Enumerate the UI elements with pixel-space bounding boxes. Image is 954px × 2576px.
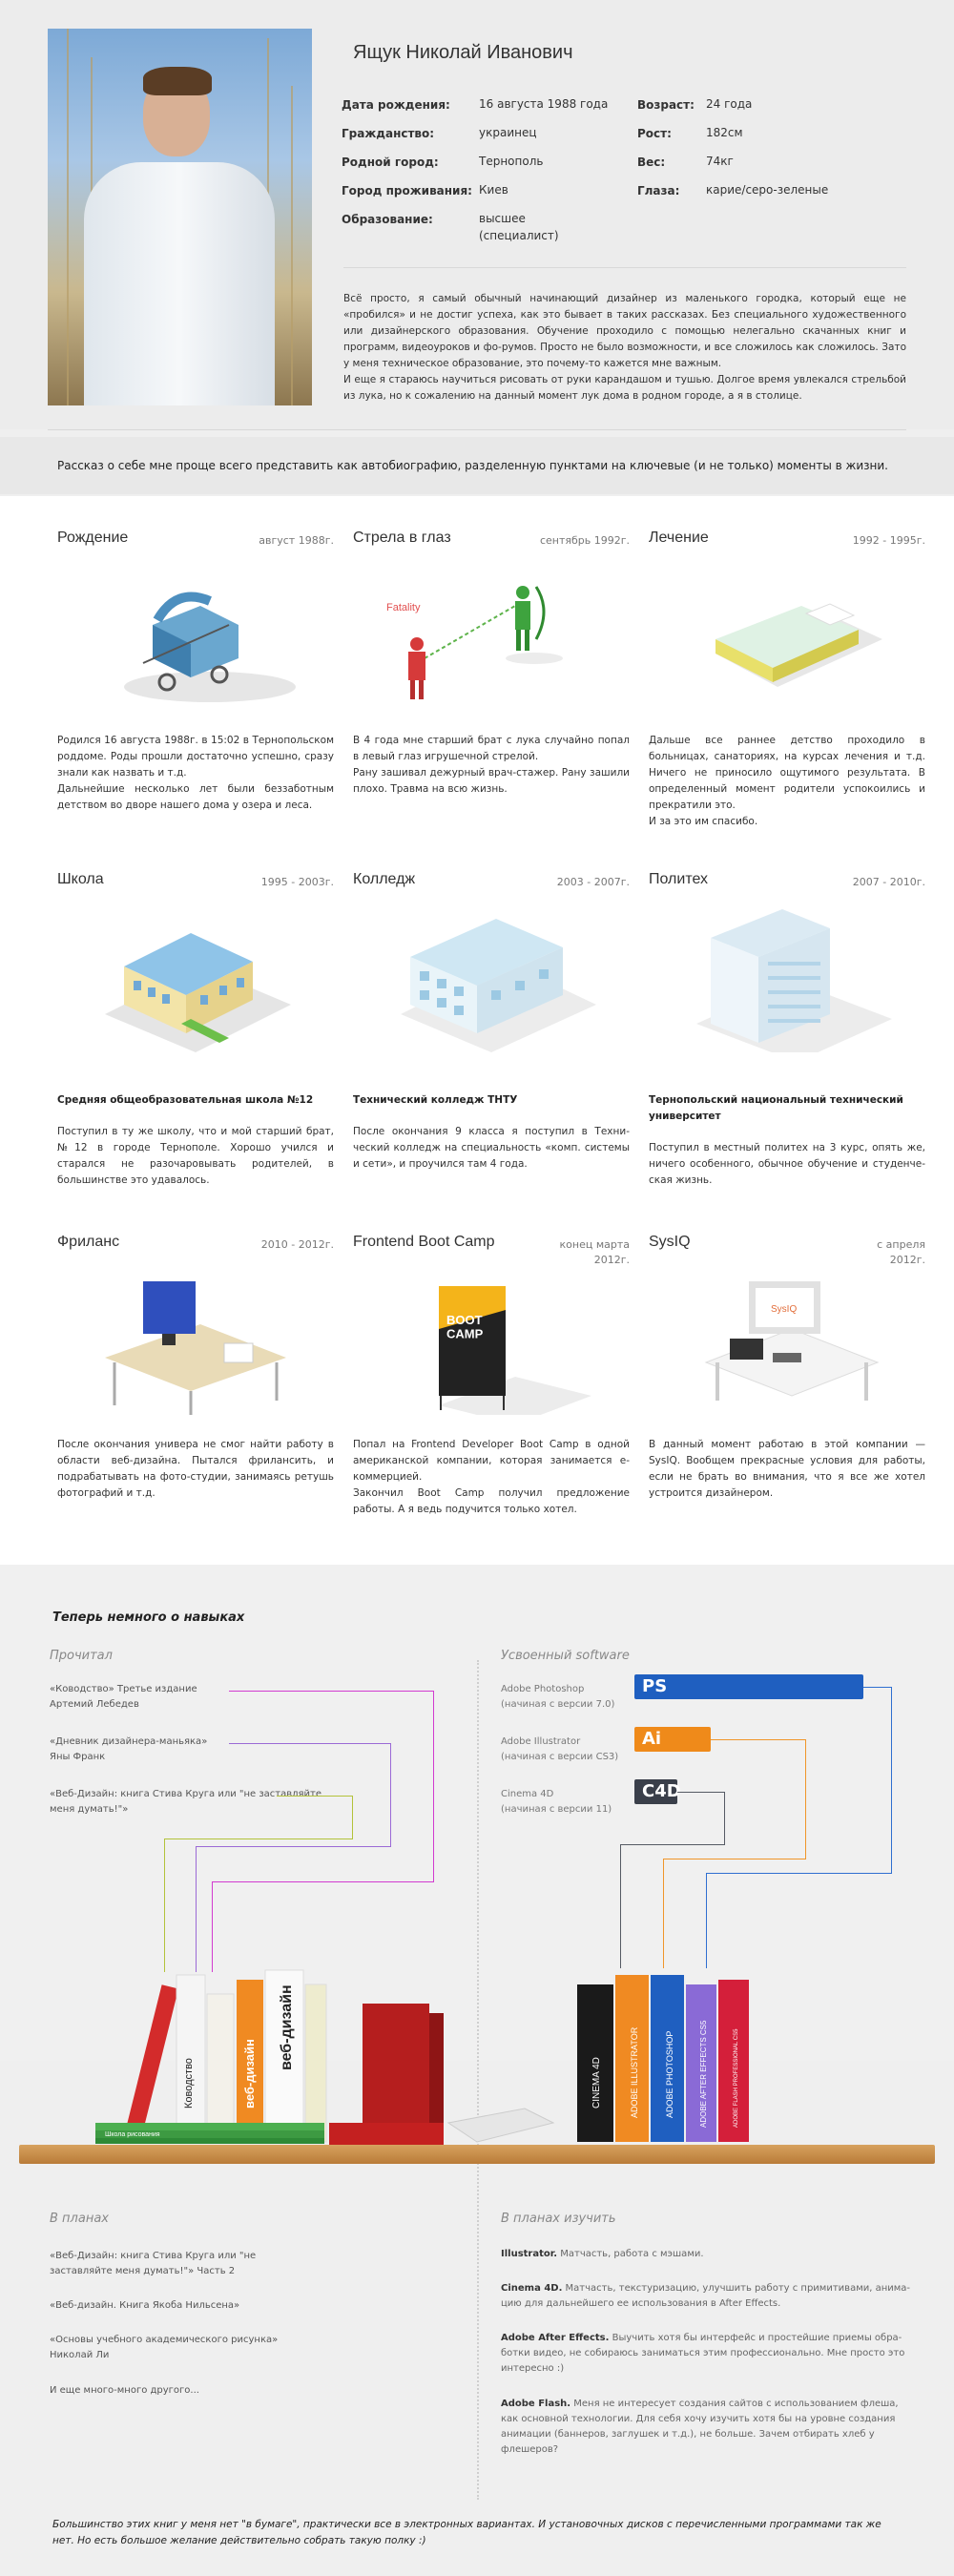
- connector-line: [196, 1846, 391, 1847]
- event-freelance: [57, 1234, 334, 1539]
- event-sysiq: [649, 1234, 925, 1539]
- photoshop-badge: PS: [634, 1674, 863, 1699]
- event-text: В 4 года мне старший брат с лука случайно попал в левый глаз игрушечной стрелой. Рану зашивал дежурный врач-стажер. Рану зашили плохо. Травма на всю жизнь.: [353, 735, 630, 795]
- divider: [343, 267, 906, 268]
- event-date: 2007 - 2010г.: [852, 876, 925, 888]
- learn-item-text: Выучить хотя бы интерфейс и простейшие приемы обра-ботки видео, не собираюсь заниматься этим профессионально. Мне просто это интересно :): [501, 2333, 905, 2374]
- event-text: Родился 16 августа 1988г. в 15:02 в Тернопольском роддоме. Роды прошли достаточно успешно, сразу знали как назвать и т.д. Дальнейшие несколько лет были беззаботным детством во дворе нашего дома у озера и леса.: [57, 735, 334, 811]
- box-spine: ADOBE FLASH PROFESSIONAL CS5: [734, 2028, 739, 2128]
- event-text: Дальше все раннее детство проходило в больницах, санаториях, на курсах лечения и т.д. Ничего не приносило ощутимого результата. В определенный момент родители успокоились и прекратили это. И за это им спасибо.: [649, 735, 925, 827]
- event-title: Колледж: [353, 871, 416, 887]
- cinema4d-badge: C4D: [634, 1779, 677, 1804]
- event-date: с апреля 2012г.: [877, 1238, 925, 1266]
- event-title: Frontend Boot Camp: [353, 1234, 495, 1250]
- software-note: (начиная с версии CS3): [501, 1752, 619, 1762]
- software-name: Cinema 4D: [501, 1789, 554, 1799]
- plan-item: «Основы учебного академического рисунка» Николай Ли: [50, 2335, 279, 2360]
- university-illustration: [677, 909, 897, 1052]
- eyes-label: Глаза:: [637, 184, 680, 197]
- event-text: Попал на Frontend Developer Boot Camp в одной американской компании, которая занимается е-коммерцией. Закончил Boot Camp получил предложение работы. А я ведь подучится только хотел.: [353, 1439, 630, 1515]
- citizenship-value: украинец: [479, 126, 537, 139]
- event-title: Стрела в глаз: [353, 530, 451, 546]
- about-text: Всё просто, я самый обычный начинающий дизайнер из маленького городка, который еще не «пробился» и не достиг успеха, как это бывает в таких рассказах. Без специального художественного или дизайнерского образования. Обучение проходило с помощью нелегально скачанных книг и программ, видеоуроков и фо-румов. Просто не было возможности, и все сложилось как сложилось. Зато у меня техническое образование, это почему-то кажется мне важным. И еще я стараюсь научиться рисовать от руки карандашом и тушью. Долгое время увлекался стрельбой из лука, но к сожалению на данный момент лук дома в родном городе, а я в столице.: [343, 293, 906, 402]
- learn-item: [501, 2331, 911, 2377]
- software-note: (начиная с версии 7.0): [501, 1699, 615, 1710]
- event-date: конец марта 2012г.: [559, 1238, 630, 1266]
- citizenship-label: Гражданство:: [342, 127, 435, 140]
- weight-value: 74кг: [706, 155, 734, 168]
- event-date: 1995 - 2003г.: [260, 876, 334, 888]
- hometown-value: Тернополь: [479, 155, 544, 168]
- hometown-label: Родной город:: [342, 156, 439, 169]
- learn-item-text: Меня не интересует создания сайтов с использованием флеша, как основной технологии. Для себя хочу изучить хотя бы на уровне создания анимации (баннеров, заглушек и т.д.), не больше. Зачем отбирать хлеб у флешеров?: [501, 2399, 899, 2455]
- event-text: В данный момент работаю в этой компании — SysIQ. Вообщем прекрасные условия для работы, если не брать во внимания, что я все же хотел устроится дизайнером.: [649, 1439, 925, 1499]
- event-school: [57, 871, 334, 1195]
- connector-line: [164, 1839, 165, 1972]
- event-subtitle: Средняя общеобразовательная школа №12: [57, 1094, 314, 1106]
- connector-line: [620, 1844, 725, 1845]
- event-subtitle: Тернопольский национальный технический университет: [649, 1094, 903, 1122]
- learn-item-text: Матчасть, работа с мэшами.: [557, 2249, 704, 2259]
- connector-line: [663, 1859, 664, 1968]
- event-date: август 1988г.: [259, 534, 334, 547]
- event-title: Политех: [649, 871, 709, 887]
- event-date: сентябрь 1992г.: [539, 534, 630, 547]
- learn-item-name: Adobe After Effects.: [501, 2333, 610, 2343]
- software-note: (начиная с версии 11): [501, 1804, 612, 1815]
- height-value: 182см: [706, 126, 743, 139]
- profile-photo: [48, 29, 312, 405]
- software-name: Adobe Illustrator: [501, 1736, 581, 1747]
- event-date: 1992 - 1995г.: [852, 534, 925, 547]
- college-illustration: [382, 909, 601, 1052]
- school-illustration: [86, 909, 305, 1052]
- event-text: Поступил в ту же школу, что и мой старший брат, №12 в городе Тернополе. Хорошо учился и старался не разочаровывать родителей, в большинстве это удавалось.: [57, 1126, 334, 1186]
- education-value: высшее (специалист): [479, 212, 559, 242]
- learn-heading: В планах изучить: [501, 2212, 616, 2226]
- book-item: «Дневник дизайнера-маньяка» Яны Франк: [50, 1736, 208, 1762]
- book-spine: веб-дизайн: [279, 1984, 295, 2070]
- box-spine: ADOBE ILLUSTRATOR: [630, 2026, 639, 2118]
- book-item: «Ководство» Третье издание Артемий Лебедев: [50, 1684, 197, 1710]
- learn-item-text: Матчасть, текстуризацию, улучшить работу с примитивами, анима-цию для дальнейшего ее использования в After Effects.: [501, 2283, 911, 2309]
- learn-item-name: Illustrator.: [501, 2249, 558, 2259]
- event-text: Поступил в местный политех на 3 курс, опять же, ничего особенного, обычное обучение и студенче-ская жизнь.: [649, 1142, 925, 1186]
- event-bootcamp: [353, 1234, 630, 1539]
- learn-item: [501, 2281, 911, 2312]
- birth-date-label: Дата рождения:: [342, 98, 450, 112]
- box-spine: ADOBE PHOTOSHOP: [665, 2030, 674, 2118]
- desk-illustration: [86, 1272, 305, 1415]
- book-spine: Школа рисования: [105, 2131, 160, 2138]
- event-title: SysIQ: [649, 1234, 691, 1250]
- software-heading: Усвоенный software: [501, 1649, 630, 1663]
- box-spine: CINEMA 4D: [591, 2057, 602, 2109]
- event-college: [353, 871, 630, 1195]
- event-arrow: [353, 530, 630, 835]
- illustrator-badge: Ai: [634, 1727, 711, 1752]
- event-text: После окончания 9 класса я поступил в Техни-ческий колледж на специальность «комп. системы и сети», и проучился там 4 года.: [353, 1126, 630, 1170]
- profile-name: Ящук Николай Иванович: [353, 42, 573, 63]
- office-illustration: [677, 1272, 897, 1415]
- learn-item-name: Cinema 4D.: [501, 2283, 563, 2294]
- connector-line: [677, 1792, 725, 1844]
- age-value: 24 года: [706, 97, 753, 111]
- event-birth: [57, 530, 334, 835]
- book-spine: Ководство: [183, 2058, 195, 2109]
- intro-text: Рассказ о себе мне проще всего представить как автобиографию, разделенную пунктами на ключевые (и не только) моменты в жизни.: [57, 459, 888, 472]
- read-heading: Прочитал: [50, 1649, 113, 1663]
- birth-date-value: 16 августа 1988 года: [479, 97, 609, 111]
- bootcamp-poster-label: BOOT CAMP: [446, 1313, 484, 1341]
- book-spine: веб-дизайн: [242, 2039, 257, 2109]
- plans-heading: В планах: [50, 2212, 109, 2226]
- event-title: Лечение: [649, 530, 709, 546]
- footer-note: Большинство этих книг у меня нет "в бумаге", практически все в электронных вариантах. И установочных дисков с перечисленными программами так же нет. Но есть большое желание действительно собрать такую полку :): [52, 2519, 881, 2546]
- book-item: «Веб-Дизайн: книга Стива Круга или "не заставляйте меня думать!"»: [50, 1789, 322, 1815]
- event-date: 2003 - 2007г.: [556, 876, 630, 888]
- height-label: Рост:: [637, 127, 672, 140]
- event-title: Школа: [57, 871, 104, 887]
- wooden-shelf: [19, 2145, 935, 2164]
- learn-item: [501, 2397, 911, 2458]
- box-spine: ADOBE AFTER EFFECTS CS5: [699, 2020, 708, 2128]
- connector-line: [277, 1796, 353, 1839]
- eyes-value: карие/серо-зеленые: [706, 183, 829, 197]
- connector-line: [706, 1873, 892, 1874]
- plan-item: «Веб-дизайн. Книга Якоба Нильсена»: [50, 2300, 240, 2311]
- skills-title: Теперь немного о навыках: [52, 1610, 245, 1625]
- archery-illustration: [382, 568, 601, 711]
- residence-label: Город проживания:: [342, 184, 472, 197]
- learn-item-name: Adobe Flash.: [501, 2399, 571, 2409]
- connector-line: [620, 1844, 621, 1968]
- weight-label: Вес:: [637, 156, 666, 169]
- bed-illustration: [677, 568, 897, 711]
- residence-value: Киев: [479, 183, 508, 197]
- event-treatment: [649, 530, 925, 835]
- event-text: После окончания универа не смог найти работу в области веб-дизайна. Пытался фрилансить, и подрабатывать на фото-студии, занимаясь ретушь фотографий и т.д.: [57, 1439, 334, 1499]
- connector-line: [196, 1846, 197, 1972]
- event-subtitle: Технический колледж ТНТУ: [353, 1094, 518, 1106]
- connector-line: [711, 1739, 806, 1859]
- learn-item: [501, 2247, 911, 2262]
- age-label: Возраст:: [637, 98, 695, 112]
- plan-item: «Веб-Дизайн: книга Стива Круга или "не заставляйте меня думать!"» Часть 2: [50, 2251, 257, 2276]
- stroller-illustration: [86, 568, 305, 711]
- education-label: Образование:: [342, 213, 433, 226]
- bookshelf-illustration: [19, 1965, 935, 2156]
- event-title: Фриланс: [57, 1234, 120, 1250]
- event-polytech: [649, 871, 925, 1195]
- connector-line: [212, 1881, 434, 1882]
- connector-line: [863, 1687, 892, 1873]
- connector-line: [706, 1873, 707, 1968]
- event-title: Рождение: [57, 530, 129, 546]
- plan-item: И еще много-много другого...: [50, 2385, 199, 2396]
- event-date: 2010 - 2012г.: [260, 1238, 334, 1251]
- software-name: Adobe Photoshop: [501, 1684, 585, 1694]
- bootcamp-illustration: [382, 1272, 601, 1415]
- sysiq-screen-label: SysIQ: [771, 1304, 798, 1315]
- connector-line: [212, 1881, 213, 1972]
- fatality-label: Fatality: [386, 602, 421, 613]
- divider: [48, 429, 906, 430]
